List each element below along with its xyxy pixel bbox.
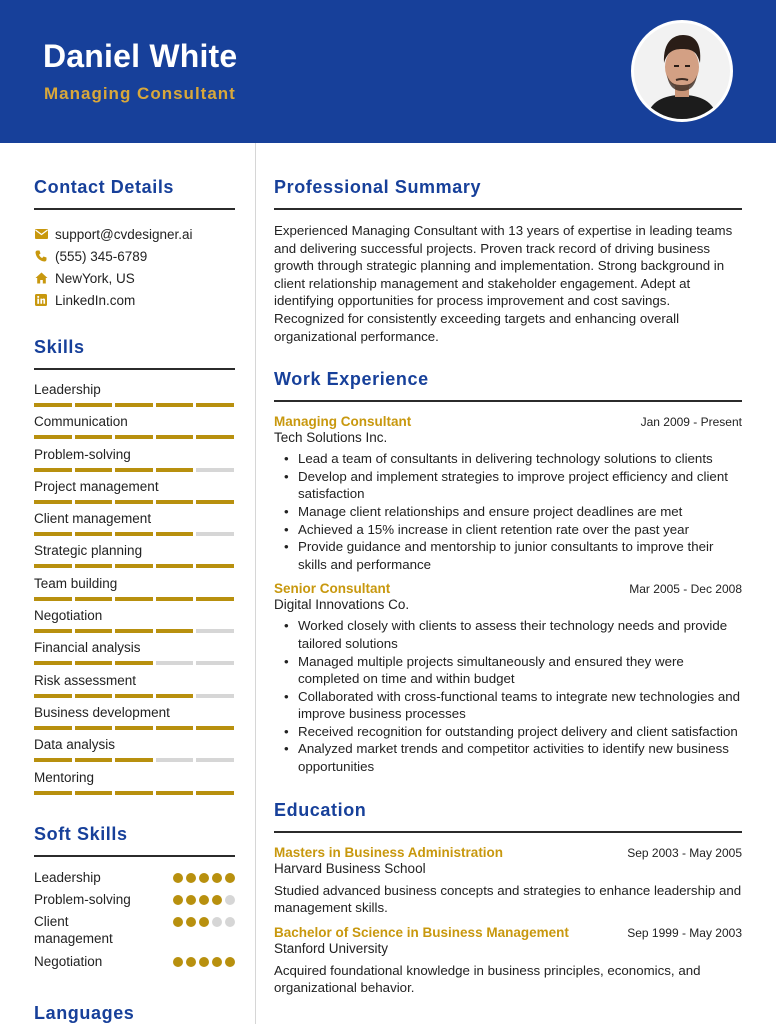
skill-level-segment	[34, 597, 72, 601]
skill-label: Strategic planning	[34, 543, 143, 559]
skill-level-segment	[75, 661, 113, 665]
skill-level-segment	[34, 726, 72, 730]
person-portrait-icon	[634, 23, 730, 119]
candidate-title: Managing Consultant	[44, 84, 236, 103]
job-bullet: • Develop and implement strategies to improve project efficiency and client satisfaction	[298, 468, 742, 503]
education-header	[274, 925, 742, 940]
rating-dot	[225, 917, 235, 927]
job-title: Senior Consultant	[274, 581, 391, 597]
skills-list	[34, 382, 235, 802]
soft-skill-row	[34, 913, 235, 953]
rating-dot	[173, 917, 183, 927]
soft-skill-rating	[173, 873, 235, 891]
skill-level-segment	[156, 629, 194, 633]
skill-row	[34, 382, 235, 414]
skill-level-segment	[115, 597, 153, 601]
job-bullet: • Analyzed market trends and competitor activities to identify new business opportunities	[298, 740, 742, 775]
home-icon	[34, 271, 48, 285]
degree-title: Bachelor of Science in Business Management	[274, 924, 569, 940]
section-rule	[274, 831, 742, 833]
skill-level-bar	[34, 629, 234, 633]
skill-level-segment	[196, 532, 234, 536]
skill-level-segment	[196, 726, 234, 730]
skill-level-bar	[34, 435, 234, 439]
job-dates: Jan 2009 - Present	[640, 415, 742, 430]
section-rule	[34, 855, 235, 857]
rating-dot	[199, 917, 209, 927]
soft-skills-heading: Soft Skills	[34, 823, 128, 844]
languages-heading: Languages	[34, 1002, 135, 1023]
skill-label: Client management	[34, 511, 152, 527]
job-dates: Mar 2005 - Dec 2008	[629, 582, 742, 597]
skill-level-segment	[75, 758, 113, 762]
skill-level-segment	[34, 468, 72, 472]
section-rule	[274, 208, 742, 210]
skill-level-segment	[34, 500, 72, 504]
skill-row	[34, 673, 235, 705]
summary-heading: Professional Summary	[274, 177, 482, 197]
education-description: Studied advanced business concepts and strategies to enhance leadership and management skills.	[274, 882, 742, 916]
skill-level-segment	[34, 791, 72, 795]
section-rule	[274, 400, 742, 402]
rating-dot	[225, 873, 235, 883]
skill-level-bar	[34, 661, 234, 665]
rating-dot	[173, 895, 183, 905]
skill-row	[34, 447, 235, 479]
section-rule	[34, 208, 235, 210]
skill-level-segment	[156, 532, 194, 536]
job-bullets	[298, 617, 742, 775]
skill-label: Data analysis	[34, 737, 116, 753]
rating-dot	[186, 873, 196, 883]
soft-skill-row	[34, 953, 235, 975]
rating-dot	[199, 895, 209, 905]
skill-label: Problem-solving	[34, 446, 131, 462]
contact-email-text[interactable]: support@cvdesigner.ai	[55, 226, 193, 242]
skill-row	[34, 543, 235, 575]
skill-level-bar	[34, 791, 234, 795]
contact-location	[34, 267, 235, 289]
skill-row	[34, 414, 235, 446]
skill-level-segment	[75, 532, 113, 536]
rating-dot	[173, 957, 183, 967]
job-entry	[274, 581, 742, 775]
skill-level-segment	[156, 468, 194, 472]
skill-level-segment	[75, 500, 113, 504]
skill-level-segment	[196, 629, 234, 633]
rating-dot	[212, 873, 222, 883]
skill-level-segment	[75, 597, 113, 601]
skill-level-segment	[34, 758, 72, 762]
soft-skill-rating	[173, 957, 235, 975]
skill-level-bar	[34, 758, 234, 762]
skills-heading: Skills	[34, 337, 85, 357]
rating-dot	[199, 957, 209, 967]
education-dates: Sep 2003 - May 2005	[627, 845, 742, 860]
job-list	[274, 414, 742, 776]
education-entry	[274, 925, 742, 997]
skill-label: Communication	[34, 414, 128, 430]
soft-skill-label: Leadership	[34, 869, 101, 885]
contact-location-text: NewYork, US	[55, 270, 135, 286]
skill-level-segment	[156, 403, 194, 407]
skill-level-segment	[34, 629, 72, 633]
skill-level-segment	[115, 726, 153, 730]
skill-row	[34, 608, 235, 640]
education-dates: Sep 1999 - May 2003	[627, 925, 742, 940]
section-rule	[34, 368, 235, 370]
education-description: Acquired foundational knowledge in business principles, economics, and organizational behavior.	[274, 962, 701, 996]
skill-level-segment	[196, 791, 234, 795]
soft-skill-row	[34, 869, 235, 891]
skill-level-segment	[196, 500, 234, 504]
resume-header	[0, 0, 776, 143]
contact-list	[34, 223, 235, 311]
job-bullet: • Provide guidance and mentorship to junior consultants to improve their skills and performance	[298, 538, 742, 573]
soft-skills-list	[34, 869, 235, 975]
job-bullet: • Achieved a 15% increase in client retention rate over the past year	[298, 521, 742, 539]
skill-level-segment	[115, 758, 153, 762]
skill-level-segment	[75, 629, 113, 633]
skill-level-segment	[34, 435, 72, 439]
school-name: Stanford University	[274, 940, 389, 956]
skill-level-bar	[34, 532, 234, 536]
skill-level-segment	[196, 564, 234, 568]
skill-level-segment	[156, 694, 194, 698]
skill-level-bar	[34, 500, 234, 504]
skill-level-segment	[196, 468, 234, 472]
contact-email	[34, 223, 235, 245]
contact-heading: Contact Details	[34, 177, 175, 197]
rating-dot	[186, 895, 196, 905]
job-bullet: • Received recognition for outstanding project delivery and client satisfaction	[298, 723, 742, 741]
skill-row	[34, 770, 235, 802]
skill-level-segment	[196, 758, 234, 762]
skill-level-segment	[75, 791, 113, 795]
job-bullet: • Manage client relationships and ensure project deadlines are met	[298, 503, 742, 521]
skill-label: Leadership	[34, 382, 101, 397]
skill-label: Financial analysis	[34, 640, 141, 656]
job-company: Digital Innovations Co.	[274, 597, 410, 613]
skill-level-segment	[34, 532, 72, 536]
skill-label: Mentoring	[34, 769, 95, 785]
job-company: Tech Solutions Inc.	[274, 430, 388, 446]
skill-level-segment	[34, 661, 72, 665]
skill-level-segment	[115, 791, 153, 795]
education-entry	[274, 845, 742, 917]
skill-level-segment	[115, 468, 153, 472]
contact-linkedin	[34, 289, 235, 311]
degree-title: Masters in Business Administration	[274, 844, 504, 860]
education-list	[274, 845, 742, 997]
skill-level-segment	[75, 564, 113, 568]
skill-level-bar	[34, 564, 234, 568]
profile-photo	[631, 20, 733, 122]
rating-dot	[186, 957, 196, 967]
job-bullet: • Worked closely with clients to assess their technology needs and provide tailored solutions	[298, 617, 742, 652]
skill-row	[34, 737, 235, 769]
rating-dot	[186, 917, 196, 927]
skill-level-segment	[115, 694, 153, 698]
soft-skill-label: Client management	[34, 913, 113, 947]
skill-level-segment	[156, 726, 194, 730]
school-name: Harvard Business School	[274, 860, 426, 876]
skill-level-segment	[196, 694, 234, 698]
skill-label: Project management	[34, 478, 159, 494]
linkedin-icon	[34, 293, 48, 307]
job-bullet: • Managed multiple projects simultaneously and ensured they were completed on time and within budget	[298, 653, 742, 688]
skill-level-segment	[156, 435, 194, 439]
skill-level-bar	[34, 726, 234, 730]
contact-phone	[34, 245, 235, 267]
job-header	[274, 414, 742, 429]
skill-level-segment	[75, 726, 113, 730]
column-divider	[255, 143, 256, 1024]
skill-level-segment	[34, 403, 72, 407]
contact-phone-text[interactable]: (555) 345-6789	[55, 248, 148, 264]
skill-level-segment	[75, 403, 113, 407]
skill-level-segment	[196, 435, 234, 439]
skill-level-segment	[115, 629, 153, 633]
skill-label: Negotiation	[34, 608, 103, 624]
skill-level-segment	[156, 791, 194, 795]
education-heading: Education	[274, 799, 367, 820]
skill-level-segment	[34, 564, 72, 568]
candidate-name: Daniel White	[43, 38, 238, 74]
skill-row	[34, 640, 235, 672]
skill-level-segment	[156, 758, 194, 762]
education-header	[274, 845, 742, 860]
rating-dot	[173, 873, 183, 883]
job-entry	[274, 414, 742, 573]
skill-level-bar	[34, 468, 234, 472]
rating-dot	[212, 957, 222, 967]
skill-level-segment	[34, 694, 72, 698]
rating-dot	[212, 895, 222, 905]
skill-label: Team building	[34, 575, 118, 591]
rating-dot	[225, 895, 235, 905]
contact-linkedin-text[interactable]: LinkedIn.com	[55, 292, 136, 308]
soft-skill-label: Negotiation	[34, 953, 103, 969]
skill-level-segment	[75, 694, 113, 698]
skill-level-bar	[34, 403, 234, 407]
phone-icon	[34, 249, 48, 263]
skill-level-segment	[196, 597, 234, 601]
rating-dot	[212, 917, 222, 927]
right-column	[274, 143, 742, 997]
job-title: Managing Consultant	[274, 414, 412, 430]
rating-dot	[199, 873, 209, 883]
skill-level-segment	[156, 661, 194, 665]
envelope-icon	[34, 227, 48, 241]
job-bullets	[298, 450, 742, 573]
skill-level-segment	[156, 500, 194, 504]
skill-row	[34, 511, 235, 543]
soft-skill-rating	[173, 895, 235, 913]
skill-row	[34, 479, 235, 511]
skill-level-bar	[34, 597, 234, 601]
skill-level-segment	[196, 403, 234, 407]
soft-skill-rating	[173, 917, 235, 953]
soft-skill-row	[34, 891, 235, 913]
skill-level-segment	[156, 564, 194, 568]
skill-row	[34, 576, 235, 608]
skill-level-segment	[115, 403, 153, 407]
skill-level-segment	[75, 468, 113, 472]
summary-text: Experienced Managing Consultant with 13 years of expertise in leading teams and delivering successful projects. Proven track record of driving business growth through strategic planning and implementation. Strong background in client relationship management and stakeholder engagement. Adept at identifying opportunities for process improvement and cost savings. Recognized for consistently exceeding targets and enhancing overall organizational performance.	[274, 223, 733, 344]
skill-level-bar	[34, 694, 234, 698]
job-bullet: • Collaborated with cross-functional teams to integrate new technologies and improve business processes	[298, 688, 742, 723]
skill-level-segment	[156, 597, 194, 601]
skill-level-segment	[115, 435, 153, 439]
skill-label: Business development	[34, 704, 170, 720]
skill-row	[34, 705, 235, 737]
skill-level-segment	[75, 435, 113, 439]
job-header	[274, 581, 742, 596]
skill-level-segment	[196, 661, 234, 665]
job-bullet: • Lead a team of consultants in delivering technology solutions to clients	[298, 450, 742, 468]
left-column	[34, 143, 235, 1024]
skill-label: Risk assessment	[34, 672, 137, 688]
soft-skill-label: Problem-solving	[34, 891, 131, 907]
rating-dot	[225, 957, 235, 967]
skill-level-segment	[115, 532, 153, 536]
skill-level-segment	[115, 500, 153, 504]
skill-level-segment	[115, 661, 153, 665]
skill-level-segment	[115, 564, 153, 568]
experience-heading: Work Experience	[274, 369, 429, 390]
